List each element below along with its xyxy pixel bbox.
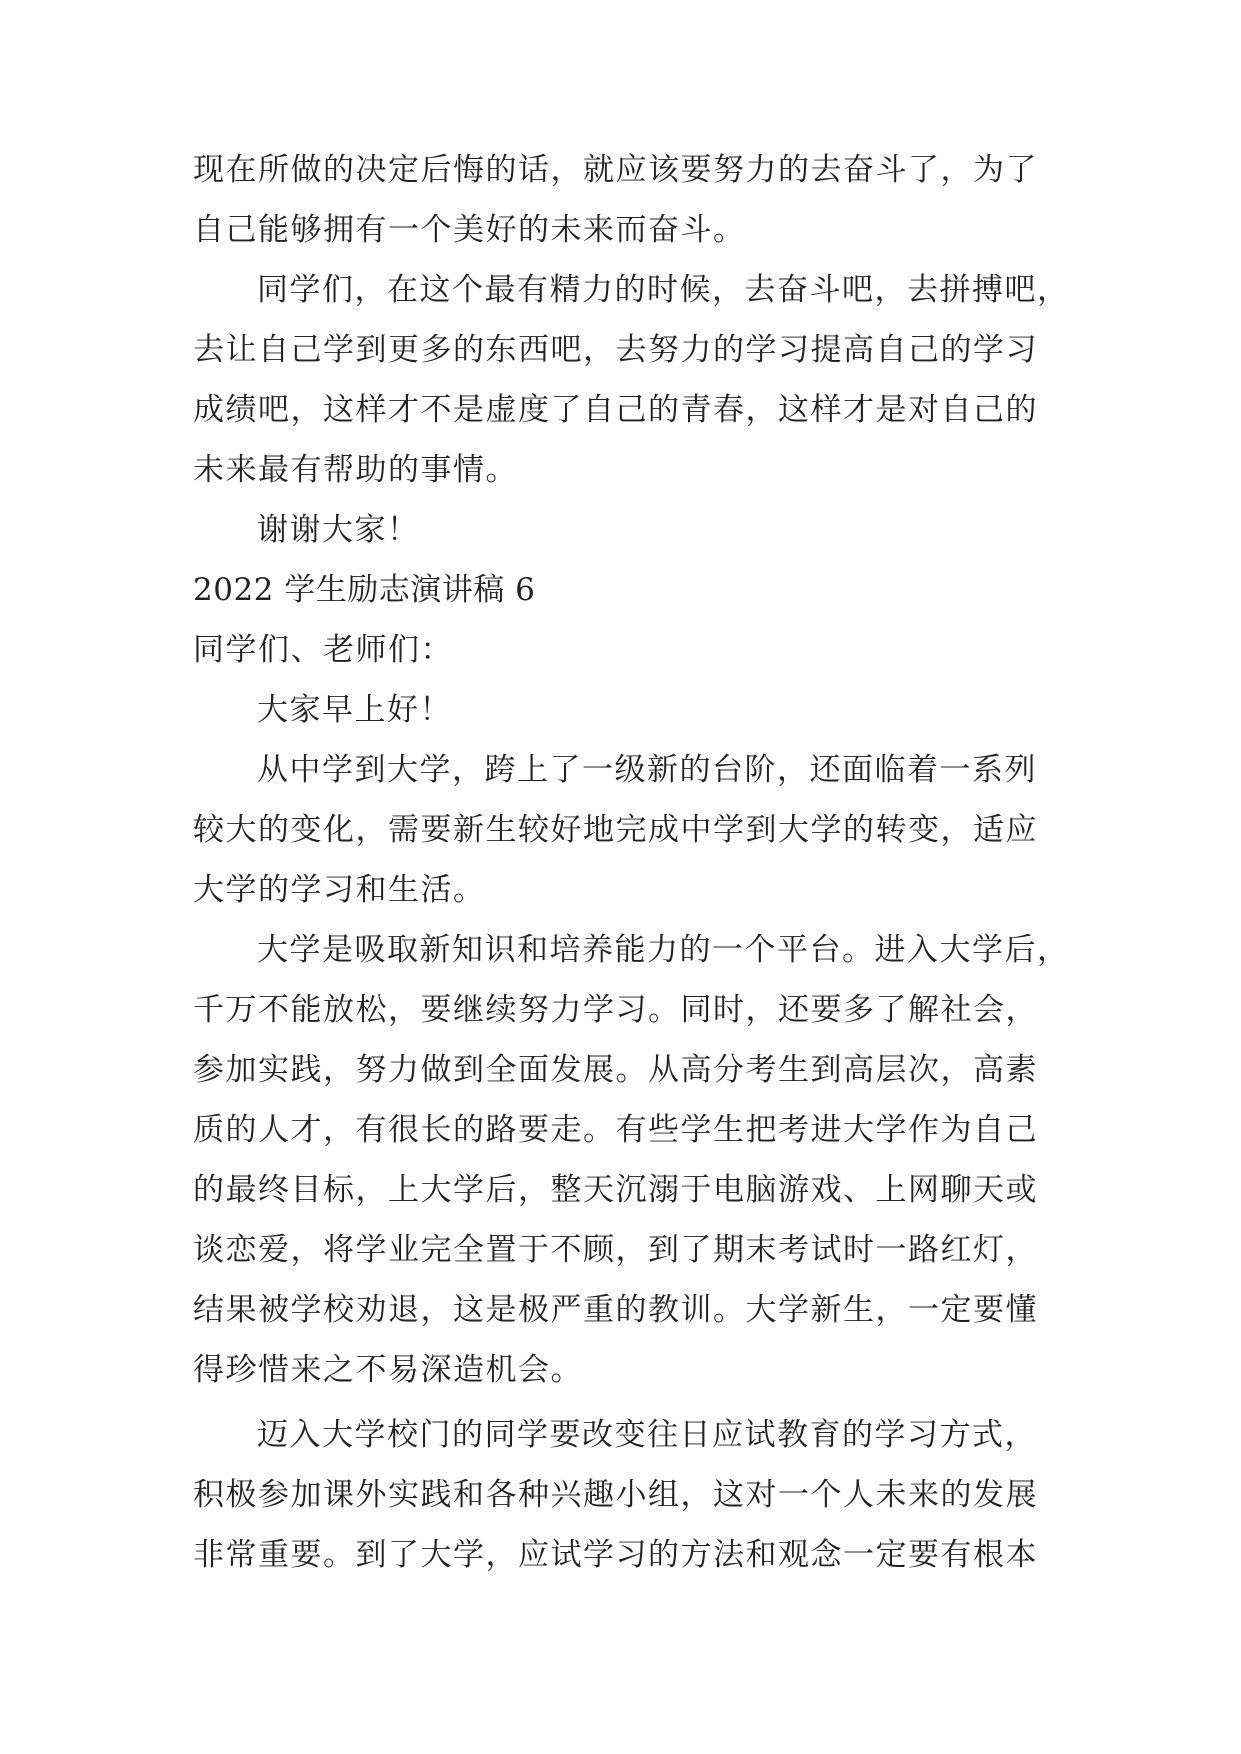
paragraph-start-line: 迈入大学校门的同学要改变往日应试教育的学习方式， [257, 1417, 1037, 1453]
text-line: 结果被学校劝退，这是极严重的教训。大学新生，一定要懂 [193, 1292, 1038, 1328]
paragraph-start-line: 从中学到大学，跨上了一级新的台阶，还面临着一系列 [257, 752, 1037, 788]
text-line: 成绩吧，这样才不是虚度了自己的青春，这样才是对自己的 [193, 392, 1038, 428]
text-line: 非常重要。到了大学，应试学习的方法和观念一定要有根本 [193, 1537, 1038, 1573]
text-line: 去让自己学到更多的东西吧，去努力的学习提高自己的学习 [193, 332, 1038, 368]
text-line: 谈恋爱，将学业完全置于不顾，到了期末考试时一路红灯， [193, 1232, 1038, 1268]
text-line: 较大的变化，需要新生较好地完成中学到大学的转变，适应 [193, 812, 1038, 848]
section-heading: 2022 学生励志演讲稿 6 [193, 572, 536, 608]
text-line: 的最终目标，上大学后，整天沉溺于电脑游戏、上网聊天或 [193, 1172, 1038, 1208]
text-line: 千万不能放松，要继续努力学习。同时，还要多了解社会， [193, 992, 1038, 1028]
text-line: 得珍惜来之不易深造机会。 [193, 1352, 583, 1388]
text-line: 参加实践，努力做到全面发展。从高分考生到高层次，高素 [193, 1052, 1038, 1088]
closing-line: 谢谢大家！ [257, 512, 420, 548]
text-line: 大学的学习和生活。 [193, 872, 486, 908]
paragraph-start-line: 大学是吸取新知识和培养能力的一个平台。进入大学后， [257, 932, 1070, 968]
text-line: 现在所做的决定后悔的话，就应该要努力的去奋斗了，为了 [193, 152, 1038, 188]
text-line: 积极参加课外实践和各种兴趣小组，这对一个人未来的发展 [193, 1477, 1038, 1513]
salutation-line: 同学们、老师们： [193, 632, 453, 668]
text-line: 质的人才，有很长的路要走。有些学生把考进大学作为自己 [193, 1112, 1038, 1148]
greeting-line: 大家早上好！ [257, 692, 452, 728]
text-line: 自己能够拥有一个美好的未来而奋斗。 [193, 212, 746, 248]
paragraph-start-line: 同学们，在这个最有精力的时候，去奋斗吧，去拼搏吧， [257, 272, 1070, 308]
text-line: 未来最有帮助的事情。 [193, 452, 518, 488]
